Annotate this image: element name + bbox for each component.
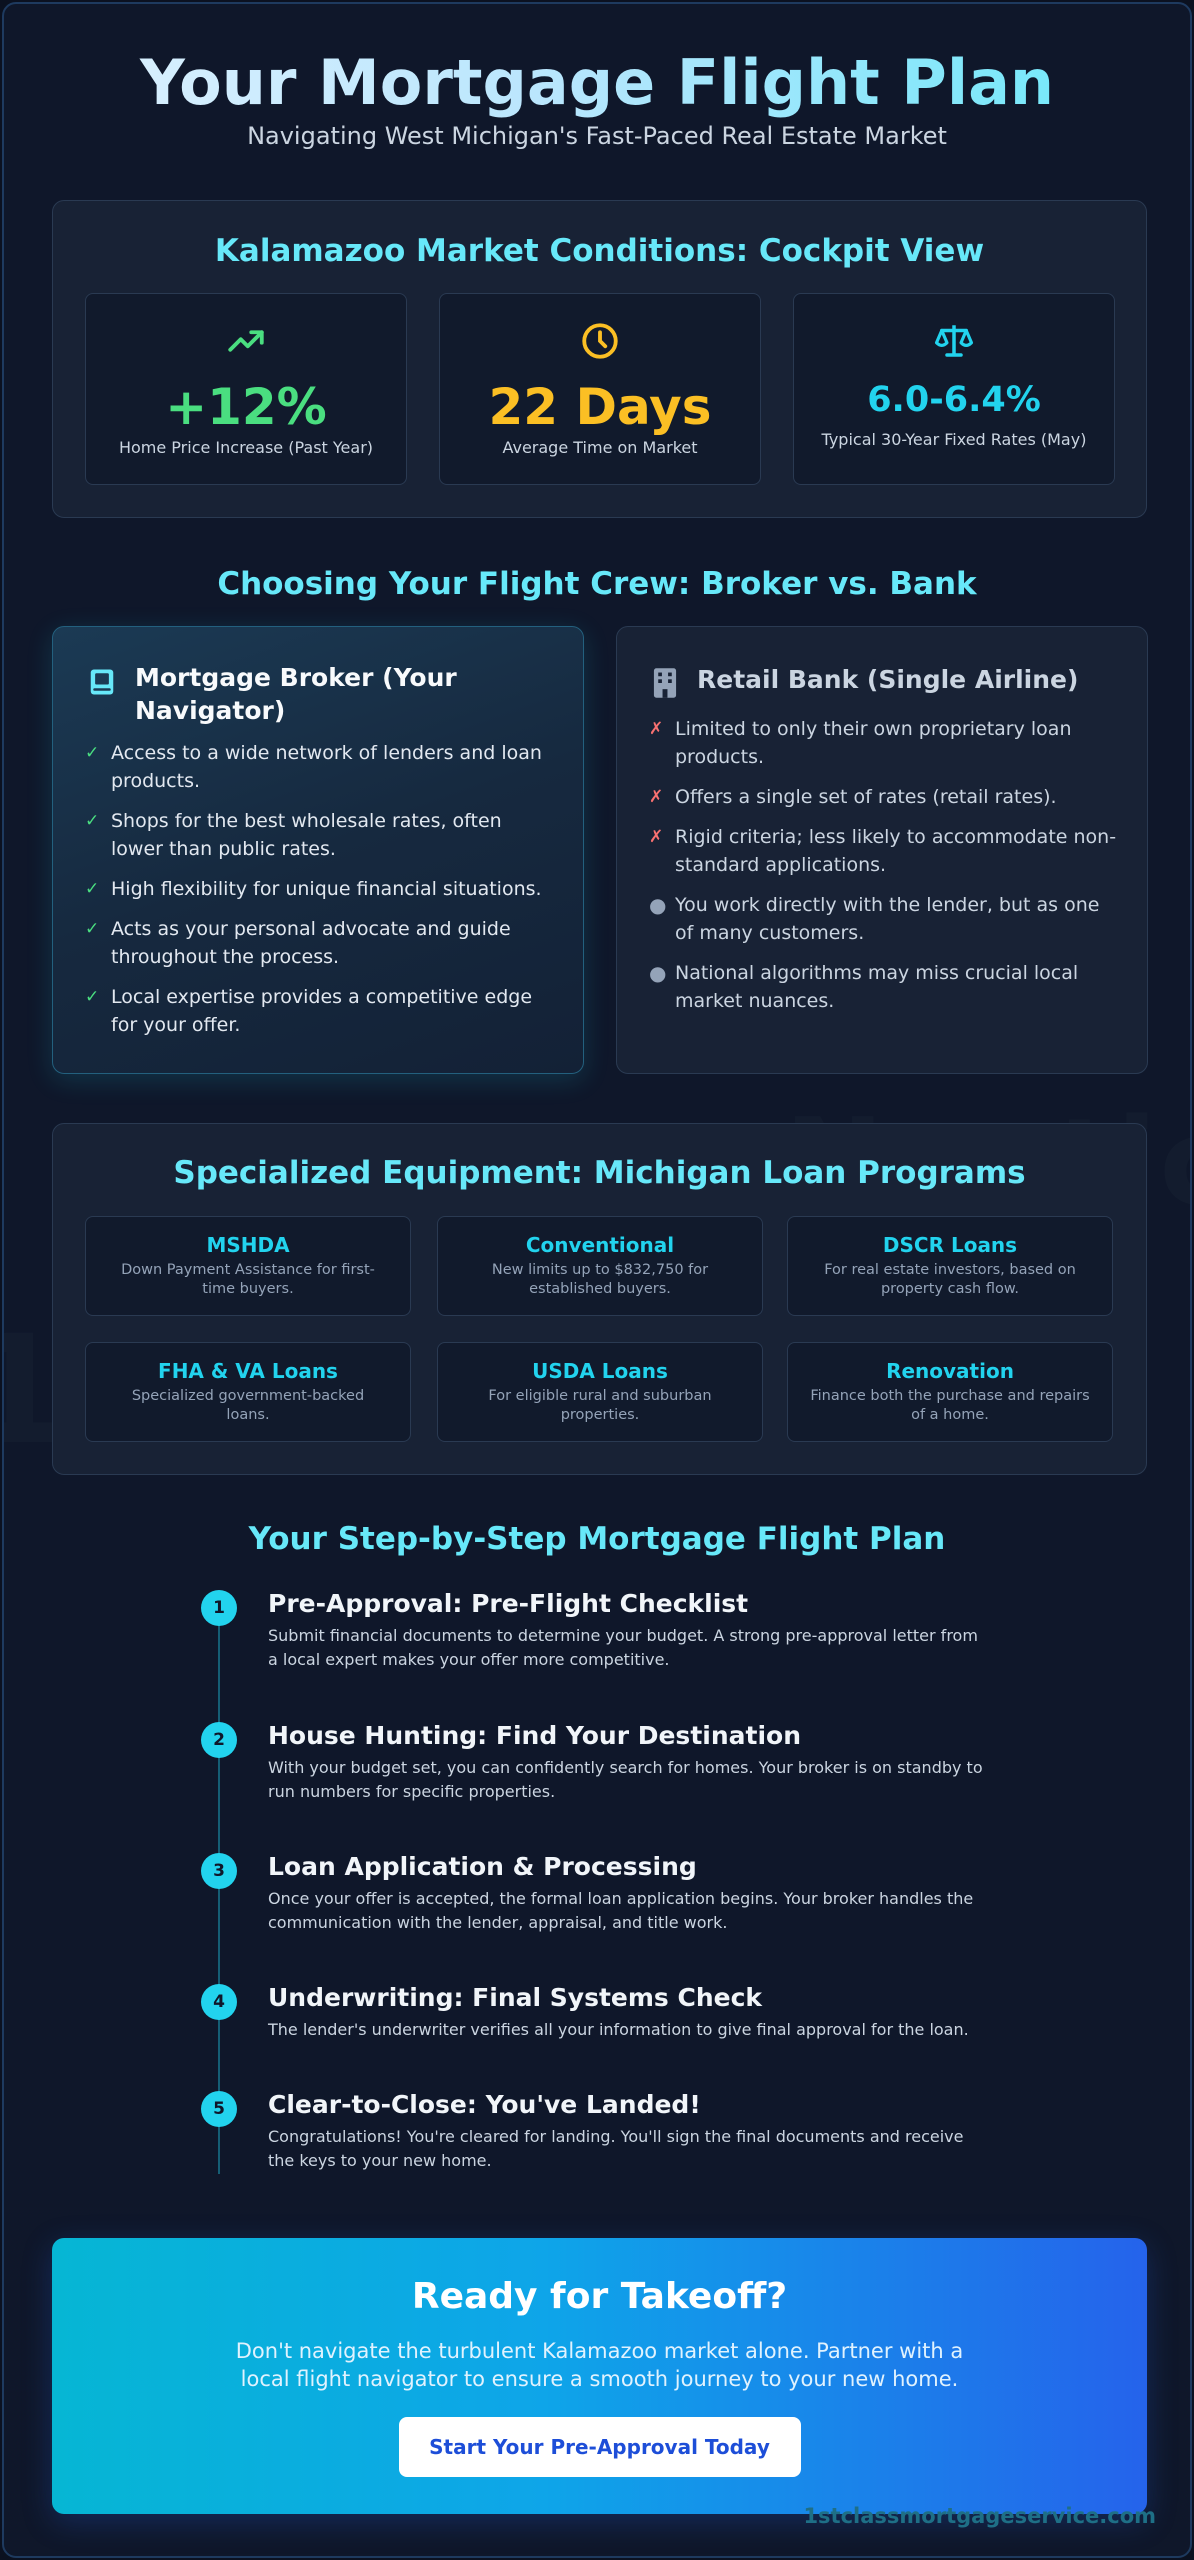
list-item: ✗ Offers a single set of rates (retail rates). xyxy=(649,783,1121,811)
program-card xyxy=(437,1216,763,1316)
step-title: House Hunting: Find Your Destination xyxy=(268,1721,801,1750)
scale-icon xyxy=(933,320,975,362)
list-item: ✓ Access to a wide network of lenders and loan products. xyxy=(85,739,557,795)
bank-card xyxy=(616,626,1148,1074)
check-icon: ✓ xyxy=(85,811,100,831)
step-title: Underwriting: Final Systems Check xyxy=(268,1983,763,2012)
program-desc: For real estate investors, based on property cash flow. xyxy=(824,1262,1076,1297)
list-item: ✓ High flexibility for unique financial situations. xyxy=(85,875,557,903)
timeline-line xyxy=(218,1604,220,2174)
list-item: ✗ Limited to only their own proprietary loan products. xyxy=(649,715,1121,771)
section-title: Choosing Your Flight Crew: Broker vs. Bank xyxy=(217,566,977,602)
clock-icon xyxy=(579,320,621,362)
program-desc: Down Payment Assistance for first-time buyers. xyxy=(121,1262,375,1297)
loan-programs-section xyxy=(52,1123,1147,1475)
program-name: FHA & VA Loans xyxy=(158,1359,338,1383)
program-name: USDA Loans xyxy=(532,1359,668,1383)
infographic-frame xyxy=(2,2,1192,2558)
program-card xyxy=(437,1342,763,1442)
program-card xyxy=(85,1342,411,1442)
step-desc: With your budget set, you can confidently search for homes. Your broker is on standby to run numbers for specific properties. xyxy=(268,1758,983,1801)
step-desc: Congratulations! You're cleared for landing. You'll sign the final documents and receive the keys to your new home. xyxy=(268,2127,964,2170)
page-subtitle: Navigating West Michigan's Fast-Paced Real Estate Market xyxy=(247,122,947,150)
check-icon: ✓ xyxy=(85,987,100,1007)
program-desc: For eligible rural and suburban properties. xyxy=(488,1388,712,1423)
stat-value: 6.0-6.4% xyxy=(867,380,1041,420)
step-desc: Once your offer is accepted, the formal loan application begins. Your broker handles the communication with the lender, appraisal, and title work. xyxy=(268,1889,974,1932)
stat-value: +12% xyxy=(165,378,327,436)
stat-label: Average Time on Market xyxy=(502,438,698,457)
stat-label: Home Price Increase (Past Year) xyxy=(118,438,374,457)
broker-card-title: Mortgage Broker (Your Navigator) xyxy=(135,663,457,725)
list-item: ✓ Local expertise provides a competitive edge for your offer. xyxy=(85,983,557,1039)
check-icon: ✓ xyxy=(85,919,100,939)
program-name: DSCR Loans xyxy=(882,1233,1018,1257)
list-item: ✓ Acts as your personal advocate and guide throughout the process. xyxy=(85,915,557,971)
broker-card xyxy=(52,626,584,1074)
step-number: 4 xyxy=(201,1984,237,2020)
x-icon: ✗ xyxy=(649,827,664,847)
program-name: Conventional xyxy=(525,1233,675,1257)
page-title: Your Mortgage Flight Plan xyxy=(4,46,1190,119)
stat-label: Typical 30-Year Fixed Rates (May) xyxy=(821,430,1087,449)
section-title: Kalamazoo Market Conditions: Cockpit View xyxy=(214,233,985,269)
program-desc: Finance both the purchase and repairs of a home. xyxy=(810,1388,1090,1423)
step-number: 1 xyxy=(201,1590,237,1626)
section-title: Your Step-by-Step Mortgage Flight Plan xyxy=(248,1521,946,1557)
program-card xyxy=(787,1342,1113,1442)
list-item: ● National algorithms may miss crucial local market nuances. xyxy=(649,959,1121,1015)
program-desc: Specialized government-backed loans. xyxy=(131,1388,365,1423)
start-pre-approval-button[interactable]: Start Your Pre-Approval Today xyxy=(399,2417,801,2477)
step-title: Pre-Approval: Pre-Flight Checklist xyxy=(268,1589,749,1618)
cta-section xyxy=(52,2238,1147,2514)
step-number: 2 xyxy=(201,1722,237,1758)
cta-title: Ready for Takeoff? xyxy=(411,2276,788,2317)
stat-card-time-on-market xyxy=(439,293,761,485)
dot-icon: ● xyxy=(649,893,667,917)
stat-card-price-increase xyxy=(85,293,407,485)
program-card xyxy=(85,1216,411,1316)
step-desc: Submit financial documents to determine your budget. A strong pre-approval letter from a local expert makes your offer more competitive. xyxy=(268,1626,978,1669)
stat-card-fixed-rates xyxy=(793,293,1115,485)
market-conditions-section xyxy=(52,200,1147,518)
list-item: ✓ Shops for the best wholesale rates, often lower than public rates. xyxy=(85,807,557,863)
program-card xyxy=(787,1216,1113,1316)
step-number: 3 xyxy=(201,1853,237,1889)
step-number: 5 xyxy=(201,2091,237,2127)
check-icon: ✓ xyxy=(85,879,100,899)
bank-card-title: Retail Bank (Single Airline) xyxy=(697,665,1079,694)
building-icon xyxy=(651,667,679,699)
stat-value: 22 Days xyxy=(488,378,712,436)
program-name: Renovation xyxy=(886,1359,1014,1383)
trending-up-icon xyxy=(225,320,267,362)
check-icon: ✓ xyxy=(85,743,100,763)
program-desc: New limits up to $832,750 for established buyers. xyxy=(491,1262,709,1297)
program-name: MSHDA xyxy=(206,1233,290,1257)
cta-text: Don't navigate the turbulent Kalamazoo market alone. Partner with a local flight navigator to ensure a smooth journey to your new home. xyxy=(235,2339,964,2391)
section-title: Specialized Equipment: Michigan Loan Programs xyxy=(173,1155,1026,1191)
x-icon: ✗ xyxy=(649,719,664,739)
dot-icon: ● xyxy=(649,961,667,985)
step-desc: The lender's underwriter verifies all your information to give final approval for the loan. xyxy=(268,2020,969,2039)
website-link[interactable]: 1stclassmortgageservice.com xyxy=(803,2504,1156,2528)
book-icon xyxy=(87,667,117,697)
x-icon: ✗ xyxy=(649,787,664,807)
broker-benefits-list xyxy=(85,739,557,1051)
step-title: Clear-to-Close: You've Landed! xyxy=(268,2090,701,2119)
step-title: Loan Application & Processing xyxy=(268,1852,697,1881)
bank-drawbacks-list xyxy=(649,715,1121,1027)
list-item: ● You work directly with the lender, but as one of many customers. xyxy=(649,891,1121,947)
list-item: ✗ Rigid criteria; less likely to accommodate non-standard applications. xyxy=(649,823,1121,879)
